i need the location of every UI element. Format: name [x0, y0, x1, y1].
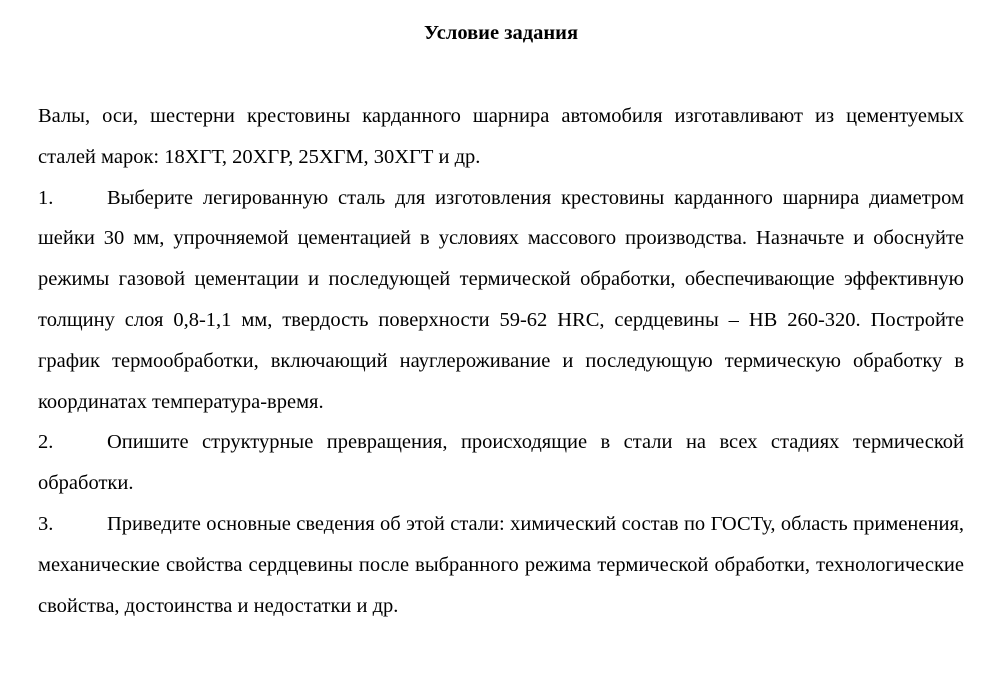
- document-page: [38, 18, 964, 626]
- task-item-2: [38, 422, 964, 504]
- task-text: Приведите основные сведения об этой стали: химический состав по ГОСТу, область применения, механические свойства сердцевины после выбранного режима термической обработки, технологические свойства, достоинства и недостатки и др.: [38, 512, 964, 617]
- task-text: Выберите легированную сталь для изготовления крестовины карданного шарнира диаметром шейки 30 мм, упрочняемой цементацией в условиях массового производства. Назначьте и обоснуйте режимы газовой цементации и последующей термической обработки, обеспечивающие эффективную толщину слоя 0,8-1,1 мм, твердость поверхности 59-62 HRC, сердцевины – НВ 260-320. Постройте график термообработки, включающий науглероживание и последующую термическую обработку в координатах температура-время.: [38, 186, 964, 413]
- intro-paragraph: Валы, оси, шестерни крестовины карданного шарнира автомобиля изготавливают из цементуемых сталей марок: 18ХГТ, 20ХГР, 25ХГМ, 30ХГТ и др.: [38, 105, 964, 168]
- task-number: 3.: [38, 512, 54, 535]
- task-number: 2.: [38, 431, 54, 454]
- task-item-1: [38, 178, 964, 423]
- document-title: Условие задания: [423, 22, 579, 44]
- task-number: 1.: [38, 186, 54, 209]
- task-item-3: [38, 504, 964, 626]
- task-text: Опишите структурные превращения, происходящие в стали на всех стадиях термической обработки.: [38, 431, 964, 495]
